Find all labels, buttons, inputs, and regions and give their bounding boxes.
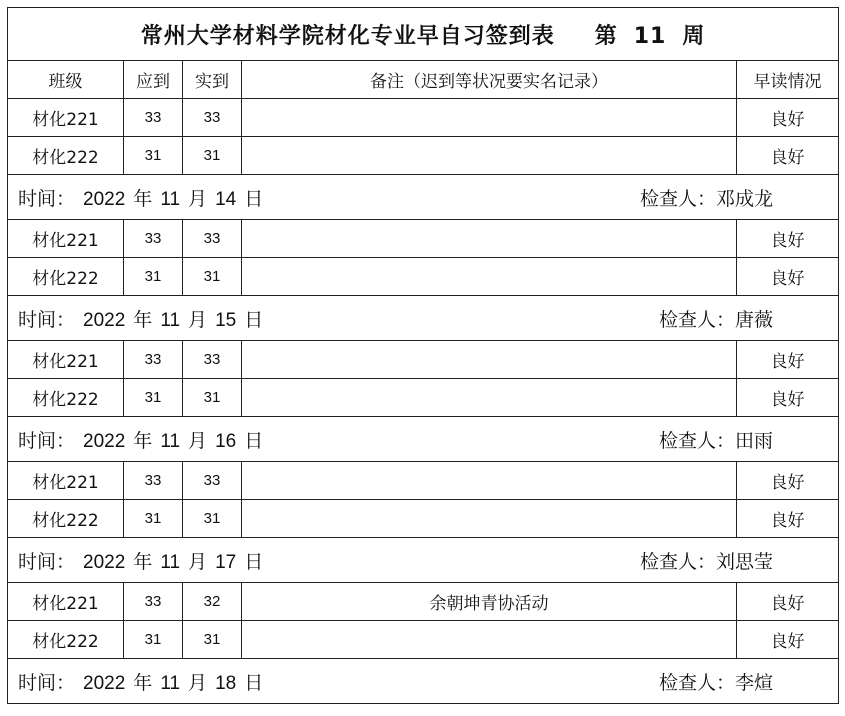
table-row — [8, 500, 839, 538]
checker-line — [659, 305, 773, 332]
month-value: 11 — [160, 309, 181, 331]
expected-cell: 31 — [124, 500, 183, 538]
date-checker-row — [8, 538, 839, 583]
reading-cell: 良好 — [737, 462, 839, 500]
year-value: 2022 — [83, 551, 126, 573]
actual-cell: 31 — [183, 379, 242, 417]
year-unit: 年 — [133, 187, 153, 210]
reading-cell: 良好 — [737, 583, 839, 621]
checker-line — [640, 547, 773, 574]
month-value: 11 — [160, 551, 181, 573]
table-row — [8, 462, 839, 500]
class-cell: 材化222 — [8, 379, 124, 417]
date-checker-row — [8, 417, 839, 462]
date-line — [18, 426, 271, 453]
expected-cell: 33 — [124, 583, 183, 621]
actual-cell: 32 — [183, 583, 242, 621]
date-checker-row — [8, 296, 839, 341]
month-value: 11 — [160, 430, 181, 452]
footer-cell — [8, 175, 839, 220]
year-unit: 年 — [133, 308, 153, 331]
header-class: 班级 — [8, 61, 124, 99]
actual-cell: 31 — [183, 258, 242, 296]
date-line — [18, 668, 271, 695]
day-value: 17 — [215, 551, 237, 573]
month-unit: 月 — [188, 308, 208, 331]
date-line — [18, 184, 271, 211]
year-unit: 年 — [133, 550, 153, 573]
date-checker-row — [8, 659, 839, 704]
checker-name: 唐薇 — [735, 308, 774, 331]
year-value: 2022 — [83, 309, 126, 331]
title-row — [8, 8, 839, 61]
date-line — [18, 547, 271, 574]
table-row — [8, 99, 839, 137]
class-cell: 材化222 — [8, 137, 124, 175]
checker-name: 田雨 — [735, 429, 774, 452]
table-row — [8, 258, 839, 296]
day-unit: 日 — [244, 187, 264, 210]
expected-cell: 33 — [124, 220, 183, 258]
actual-cell: 31 — [183, 137, 242, 175]
time-label: 时间： — [18, 429, 76, 452]
month-unit: 月 — [188, 429, 208, 452]
footer-cell — [8, 417, 839, 462]
reading-cell: 良好 — [737, 500, 839, 538]
sheet-title — [8, 8, 839, 61]
table-body — [8, 99, 839, 704]
expected-cell: 31 — [124, 621, 183, 659]
year-value: 2022 — [83, 430, 126, 452]
remark-cell — [242, 500, 737, 538]
year-unit: 年 — [133, 429, 153, 452]
expected-cell: 33 — [124, 99, 183, 137]
remark-cell — [242, 258, 737, 296]
day-value: 18 — [215, 672, 237, 694]
year-value: 2022 — [83, 188, 126, 210]
date-checker-row — [8, 175, 839, 220]
table-row — [8, 220, 839, 258]
month-unit: 月 — [188, 550, 208, 573]
attendance-sheet — [7, 7, 838, 704]
remark-cell — [242, 220, 737, 258]
month-unit: 月 — [188, 671, 208, 694]
header-remark: 备注（迟到等状况要实名记录） — [242, 61, 737, 99]
title-text: 常州大学材料学院材化专业早自习签到表 — [140, 23, 555, 49]
class-cell: 材化221 — [8, 99, 124, 137]
class-cell: 材化222 — [8, 500, 124, 538]
day-unit: 日 — [244, 550, 264, 573]
day-unit: 日 — [244, 671, 264, 694]
day-value: 15 — [215, 309, 237, 331]
remark-cell — [242, 462, 737, 500]
class-cell: 材化221 — [8, 583, 124, 621]
checker-label: 检查人： — [640, 550, 717, 573]
actual-cell: 31 — [183, 500, 242, 538]
day-value: 16 — [215, 430, 237, 452]
reading-cell: 良好 — [737, 379, 839, 417]
actual-cell: 33 — [183, 99, 242, 137]
attendance-table — [7, 7, 839, 704]
table-row — [8, 341, 839, 379]
reading-cell: 良好 — [737, 220, 839, 258]
day-unit: 日 — [244, 308, 264, 331]
month-value: 11 — [160, 188, 181, 210]
remark-cell: 余朝坤青协活动 — [242, 583, 737, 621]
remark-cell — [242, 99, 737, 137]
remark-cell — [242, 621, 737, 659]
class-cell: 材化221 — [8, 220, 124, 258]
class-cell: 材化221 — [8, 462, 124, 500]
time-label: 时间： — [18, 187, 76, 210]
remark-cell — [242, 379, 737, 417]
checker-line — [659, 668, 773, 695]
actual-cell: 33 — [183, 220, 242, 258]
reading-cell: 良好 — [737, 258, 839, 296]
header-actual: 实到 — [183, 61, 242, 99]
time-label: 时间： — [18, 671, 76, 694]
class-cell: 材化222 — [8, 258, 124, 296]
time-label: 时间： — [18, 550, 76, 573]
date-line — [18, 305, 271, 332]
expected-cell: 31 — [124, 137, 183, 175]
header-reading: 早读情况 — [737, 61, 839, 99]
remark-cell — [242, 341, 737, 379]
reading-cell: 良好 — [737, 621, 839, 659]
class-cell: 材化221 — [8, 341, 124, 379]
checker-label: 检查人： — [659, 671, 736, 694]
footer-cell — [8, 296, 839, 341]
day-unit: 日 — [244, 429, 264, 452]
expected-cell: 33 — [124, 462, 183, 500]
footer-cell — [8, 659, 839, 704]
header-expected: 应到 — [124, 61, 183, 99]
year-value: 2022 — [83, 672, 126, 694]
month-unit: 月 — [188, 187, 208, 210]
day-value: 14 — [215, 188, 237, 210]
header-row — [8, 61, 839, 99]
expected-cell: 31 — [124, 258, 183, 296]
table-row — [8, 379, 839, 417]
reading-cell: 良好 — [737, 137, 839, 175]
actual-cell: 33 — [183, 341, 242, 379]
actual-cell: 31 — [183, 621, 242, 659]
time-label: 时间： — [18, 308, 76, 331]
class-cell: 材化222 — [8, 621, 124, 659]
expected-cell: 31 — [124, 379, 183, 417]
table-row — [8, 137, 839, 175]
week-number: 11 — [633, 23, 667, 49]
reading-cell: 良好 — [737, 341, 839, 379]
expected-cell: 33 — [124, 341, 183, 379]
remark-cell — [242, 137, 737, 175]
actual-cell: 33 — [183, 462, 242, 500]
checker-name: 邓成龙 — [716, 187, 774, 210]
week-prefix: 第 — [594, 23, 618, 49]
year-unit: 年 — [133, 671, 153, 694]
checker-label: 检查人： — [640, 187, 717, 210]
month-value: 11 — [160, 672, 181, 694]
table-row — [8, 621, 839, 659]
reading-cell: 良好 — [737, 99, 839, 137]
checker-line — [640, 184, 773, 211]
checker-label: 检查人： — [659, 429, 736, 452]
table-row — [8, 583, 839, 621]
checker-name: 李煊 — [735, 671, 774, 694]
footer-cell — [8, 538, 839, 583]
checker-line — [659, 426, 773, 453]
week-suffix: 周 — [682, 23, 706, 49]
checker-label: 检查人： — [659, 308, 736, 331]
checker-name: 刘思莹 — [716, 550, 774, 573]
